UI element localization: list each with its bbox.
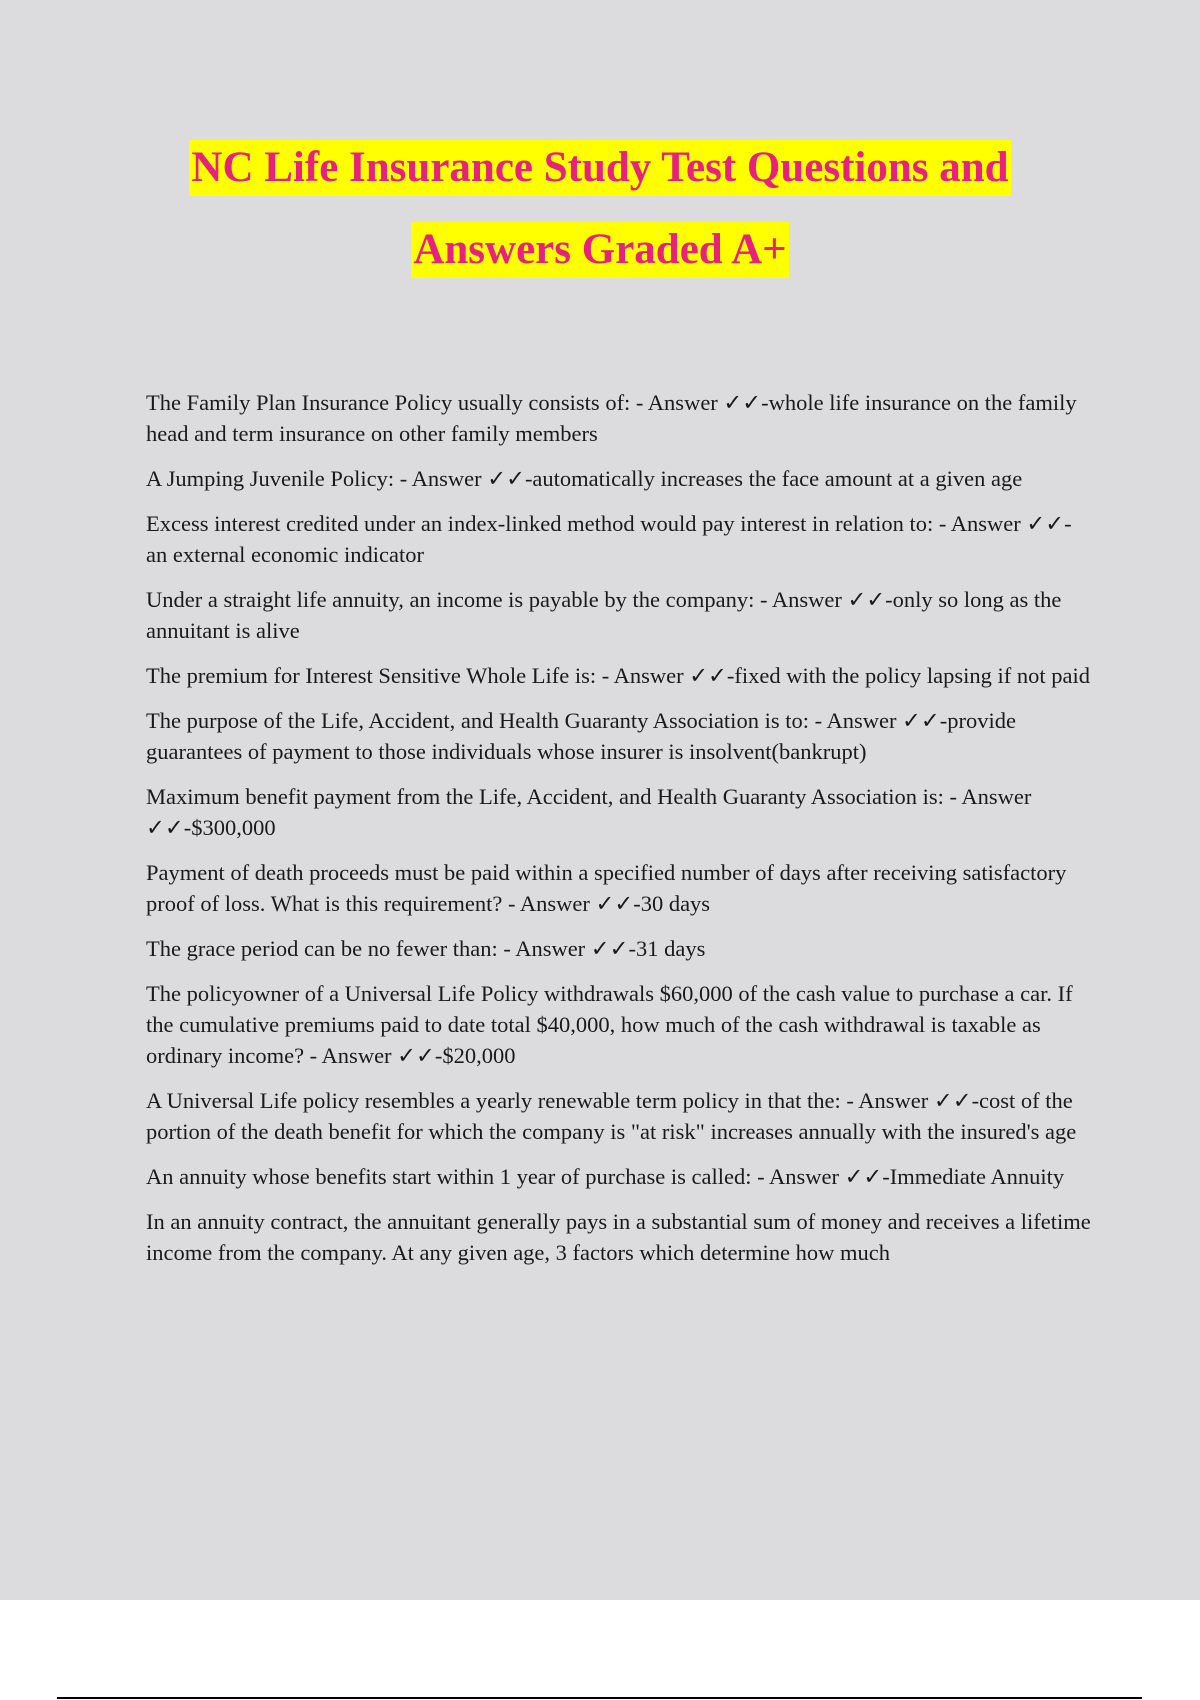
qa-list [146,387,1091,1282]
qa-item: The Family Plan Insurance Policy usually consists of: - Answer ✓✓-whole life insurance on the family head and term insurance on other family members [146,390,1077,446]
qa-item: The policyowner of a Universal Life Policy withdrawals $60,000 of the cash value to purchase a car. If the cumulative premiums paid to date total $40,000, how much of the cash withdrawal is taxable as ordinary income? - Answer ✓✓-$20,000 [146,981,1073,1068]
qa-item: An annuity whose benefits start within 1 year of purchase is called: - Answer ✓✓-Immediate Annuity [146,1164,1065,1189]
document-title [0,140,1200,278]
qa-item: Payment of death proceeds must be paid within a specified number of days after receiving satisfactory proof of loss. What is this requirement? - Answer ✓✓-30 days [146,860,1067,916]
qa-item: A Jumping Juvenile Policy: - Answer ✓✓-automatically increases the face amount at a given age [146,466,1023,491]
qa-item: A Universal Life policy resembles a yearly renewable term policy in that the: - Answer ✓✓-cost of the portion of the death benefit for which the company is "at risk" increases annually with the insured's age [146,1088,1077,1144]
qa-item: In an annuity contract, the annuitant generally pays in a substantial sum of money and receives a lifetime income from the company. At any given age, 3 factors which determine how much [146,1209,1091,1265]
qa-item: Excess interest credited under an index-linked method would pay interest in relation to: - Answer ✓✓-an external economic indicator [146,511,1072,567]
qa-item: Under a straight life annuity, an income is payable by the company: - Answer ✓✓-only so long as the annuitant is alive [146,587,1062,643]
qa-item: The grace period can be no fewer than: - Answer ✓✓-31 days [146,936,706,961]
title-line-1: NC Life Insurance Study Test Questions and [189,140,1010,196]
title-line-2: Answers Graded A+ [411,222,788,278]
footer-divider [57,1697,1142,1699]
qa-item: The premium for Interest Sensitive Whole Life is: - Answer ✓✓-fixed with the policy lapsing if not paid [146,663,1090,688]
qa-item: The purpose of the Life, Accident, and Health Guaranty Association is to: - Answer ✓✓-provide guarantees of payment to those individuals whose insurer is insolvent(bankrupt) [146,708,1016,764]
qa-item: Maximum benefit payment from the Life, Accident, and Health Guaranty Association is: - Answer ✓✓-$300,000 [146,784,1032,840]
